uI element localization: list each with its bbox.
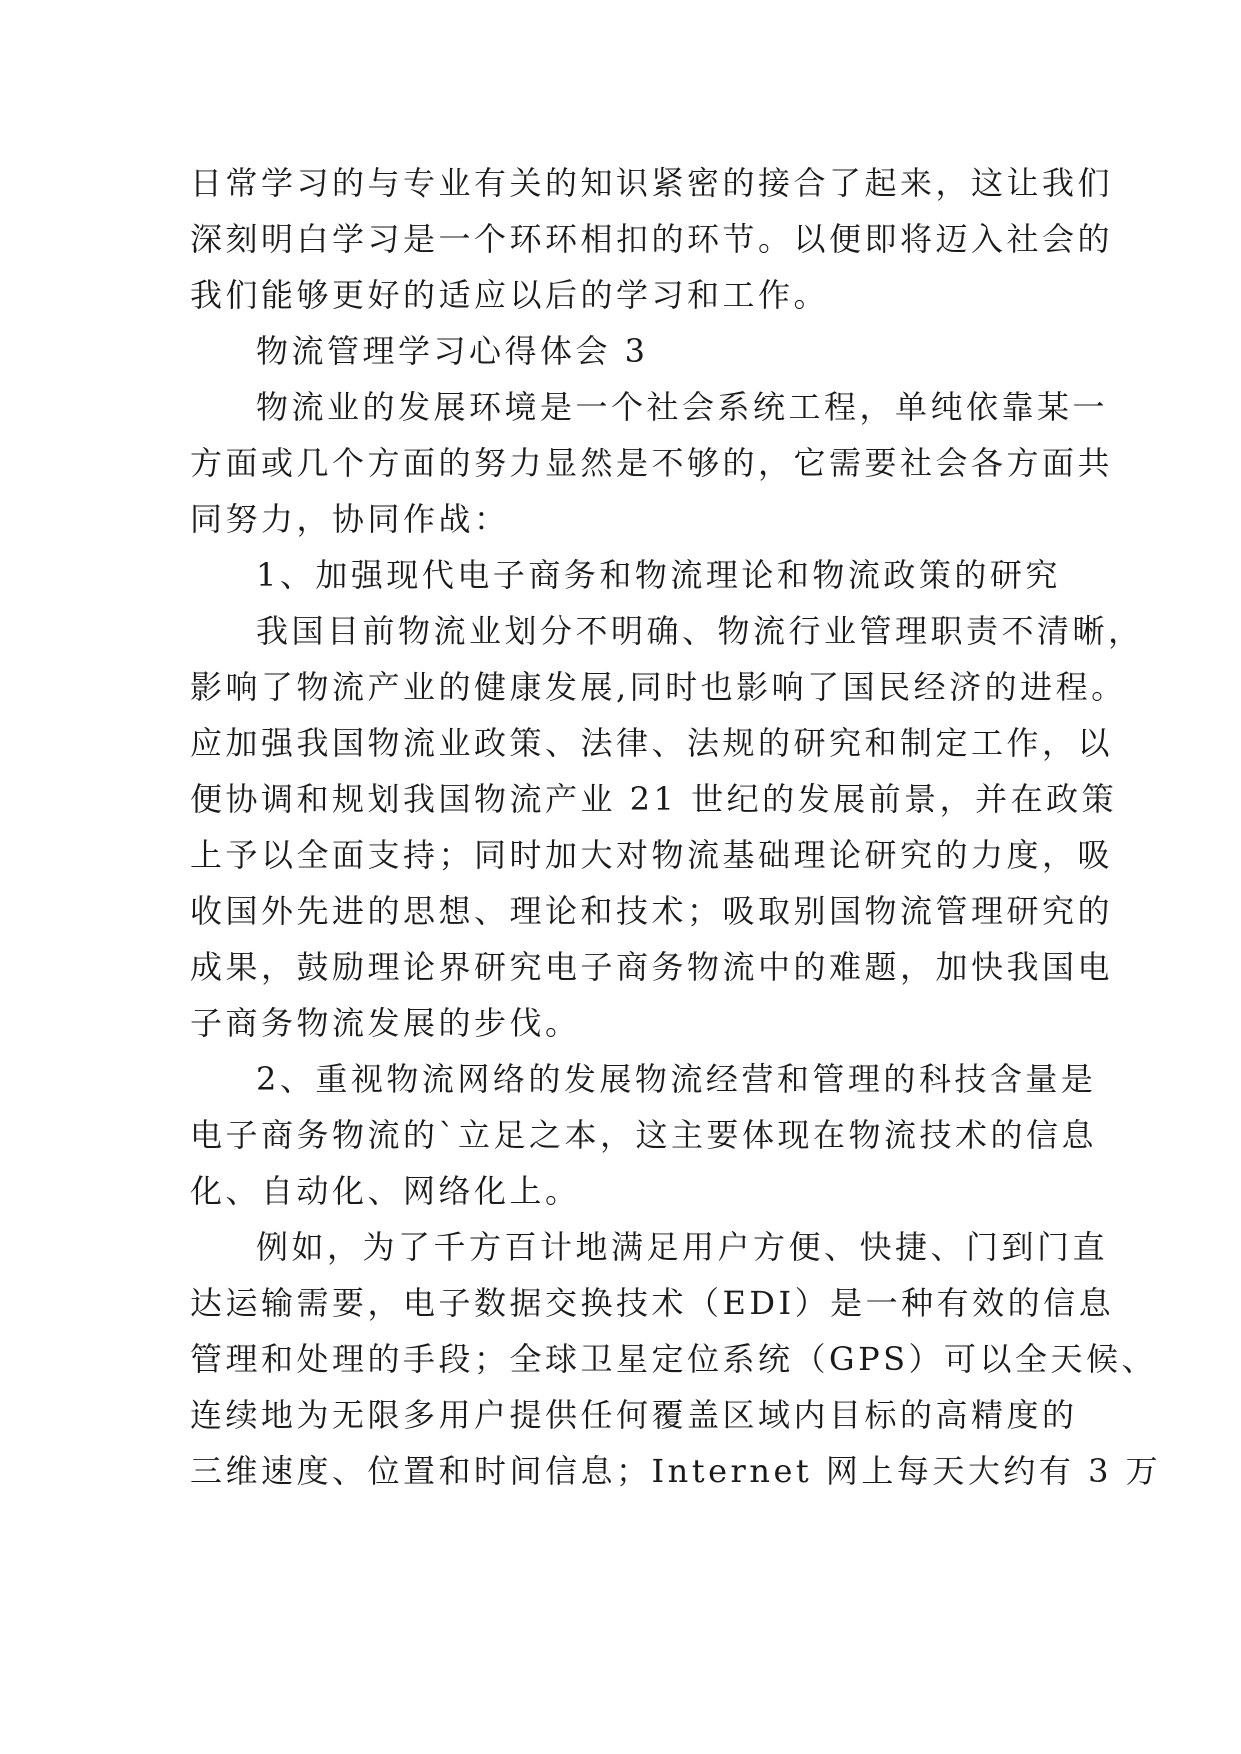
text-line: 收国外先进的思想、理论和技术；吸取别国物流管理研究的 bbox=[190, 892, 1114, 930]
list-item-heading: 1、加强现代电子商务和物流理论和物流政策的研究 bbox=[256, 556, 1061, 594]
text-line: 化、自动化、网络化上。 bbox=[190, 1172, 581, 1210]
text-line: 成果，鼓励理论界研究电子商务物流中的难题，加快我国电 bbox=[190, 948, 1114, 986]
text-line: 例如，为了千方百计地满足用户方便、快捷、门到门直 bbox=[256, 1228, 1109, 1266]
text-line: 方面或几个方面的努力显然是不够的，它需要社会各方面共 bbox=[190, 444, 1114, 482]
text-line: 深刻明白学习是一个环环相扣的环节。以便即将迈入社会的 bbox=[190, 220, 1114, 258]
text-line: 便协调和规划我国物流产业 21 世纪的发展前景，并在政策 bbox=[190, 780, 1118, 818]
text-line: 同努力，协同作战： bbox=[190, 500, 510, 538]
text-line: 日常学习的与专业有关的知识紧密的接合了起来，这让我们 bbox=[190, 164, 1114, 202]
text-line: 连续地为无限多用户提供任何覆盖区域内目标的高精度的 bbox=[190, 1396, 1078, 1434]
text-line: 影响了物流产业的健康发展,同时也影响了国民经济的进程。 bbox=[190, 668, 1127, 706]
text-line: 子商务物流发展的步伐。 bbox=[190, 1004, 581, 1042]
list-item-heading: 2、重视物流网络的发展物流经营和管理的科技含量是 bbox=[256, 1060, 1097, 1098]
text-line: 电子商务物流的`立足之本，这主要体现在物流技术的信息 bbox=[190, 1116, 1098, 1154]
text-line: 我们能够更好的适应以后的学习和工作。 bbox=[190, 276, 830, 314]
text-line: 达运输需要，电子数据交换技术（EDI）是一种有效的信息 bbox=[190, 1284, 1115, 1322]
text-line: 我国目前物流业划分不明确、物流行业管理职责不清晰， bbox=[256, 612, 1144, 650]
text-line: 上予以全面支持；同时加大对物流基础理论研究的力度，吸 bbox=[190, 836, 1114, 874]
document-body bbox=[190, 155, 1162, 1499]
text-line: 三维速度、位置和时间信息；Internet 网上每天大约有 3 万 bbox=[190, 1452, 1162, 1490]
text-line: 物流业的发展环境是一个社会系统工程，单纯依靠某一 bbox=[256, 388, 1109, 426]
text-line: 管理和处理的手段；全球卫星定位系统（GPS）可以全天候、 bbox=[190, 1340, 1158, 1378]
text-line: 应加强我国物流业政策、法律、法规的研究和制定工作，以 bbox=[190, 724, 1114, 762]
section-heading: 物流管理学习心得体会 3 bbox=[256, 332, 649, 370]
